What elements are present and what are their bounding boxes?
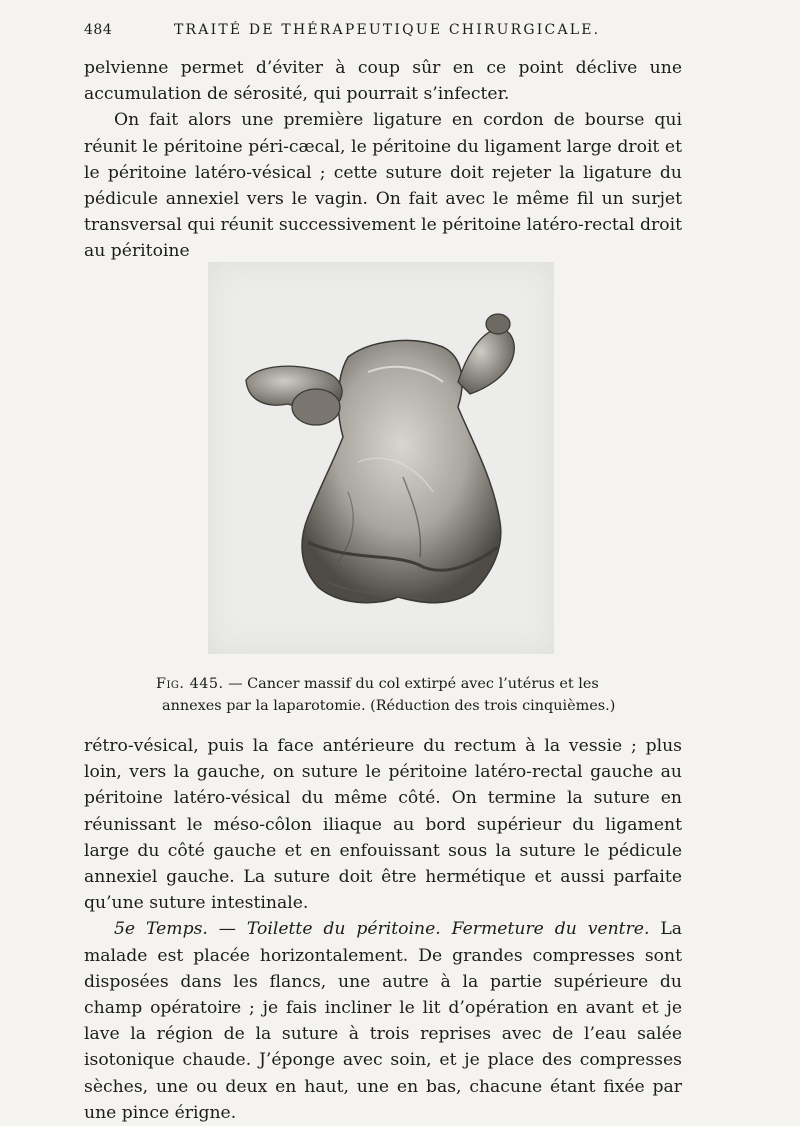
figure-label: Fig. 445. (156, 676, 224, 692)
page-number: 484 (84, 22, 113, 38)
paragraph: On fait alors une première ligature en cordon de bourse qui réunit le péritoine péri-cæcal, le péritoine du ligament large droit et le péritoine latéro-vésical ; cette suture doit rejeter la ligature du pédicule annexiel vers le vagin. On fait avec le même fil un surjet transversal qui réunit successivement le péritoine latéro-rectal droit au péritoine (84, 110, 682, 262)
caption-line-1: — Cancer massif du col extirpé avec l’utérus et les (228, 676, 599, 692)
running-title: TRAITÉ DE THÉRAPEUTIQUE CHIRURGICALE. (174, 22, 601, 38)
paragraph: rétro-vésical, puis la face antérieure du rectum à la vessie ; plus loin, vers la gauche, on suture le péritoine latéro-rectal gauche au péritoine latéro-vésical du même côté. On termine la suture en réunissant le méso-côlon iliaque au bord supérieur du ligament large du côté gauche et en enfouissant sous la suture le pédicule annexiel gauche. La suture doit être hermétique et aussi parfaite qu’une suture intestinale. (84, 736, 682, 914)
text-block-bottom (84, 733, 682, 1126)
paragraph-temps-5 (84, 916, 682, 1126)
text-block-top (84, 55, 682, 265)
figure-caption (156, 673, 626, 717)
specimen-photograph (208, 262, 554, 654)
caption-line-2: annexes par la laparotomie. (Réduction des trois cinquièmes.) (162, 698, 616, 714)
section-heading: 5e Temps. — Toilette du péritoine. Fermeture du ventre. (114, 919, 650, 940)
paragraph-text: La malade est placée horizontalement. De grandes compresses sont disposées dans les flancs, une autre à la partie supérieure du champ opératoire ; je fais incliner le lit d’opération en avant et je lave la région de la suture à trois reprises avec de l’eau salée isotonique chaude. J’éponge avec soin, et je place des compresses sèches, une ou deux en haut, une en bas, chacune étant fixée par une pince érigne. (84, 919, 683, 1123)
paragraph: pelvienne permet d’éviter à coup sûr en ce point déclive une accumulation de sérosité, qui pourrait s’infecter. (84, 58, 682, 105)
uterus-specimen-illustration (208, 262, 554, 654)
page-header (84, 22, 684, 44)
